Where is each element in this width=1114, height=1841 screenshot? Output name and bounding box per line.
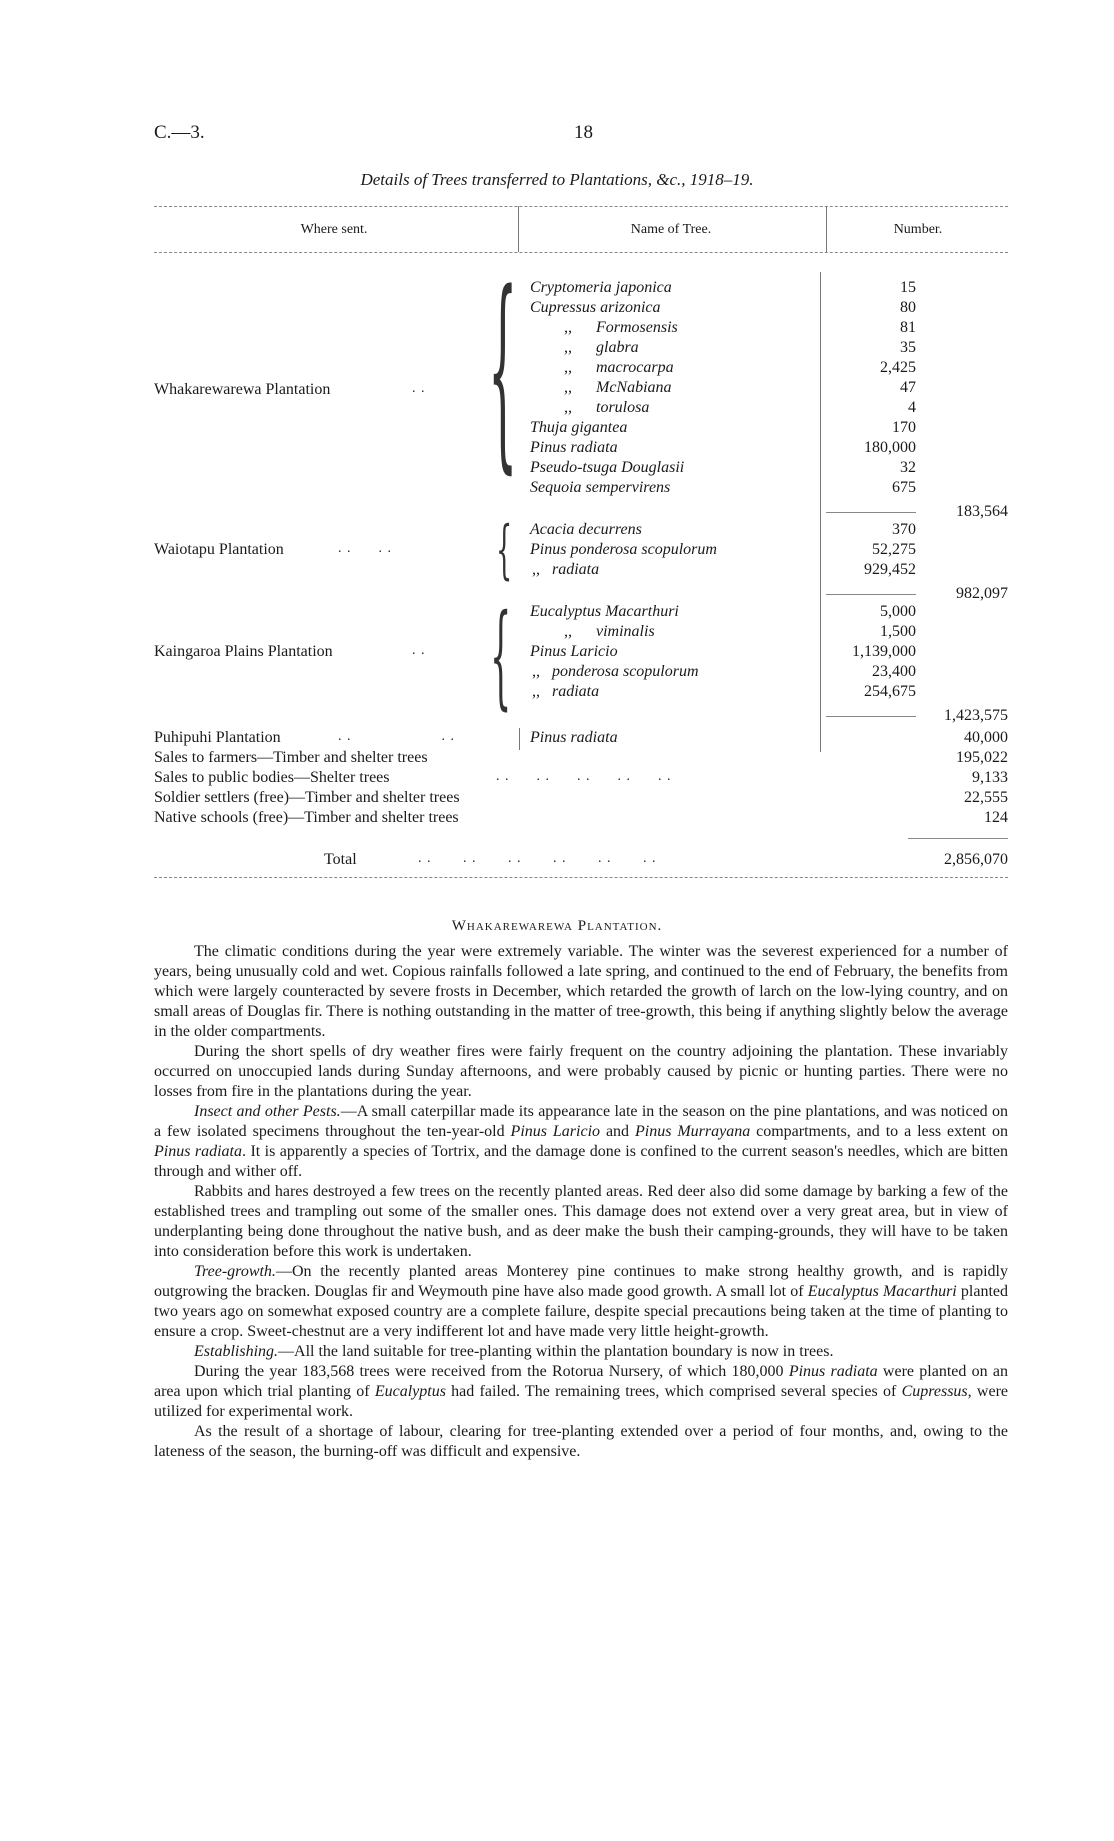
tree-name: ,, glabra [564,339,639,356]
tree-name: Acacia decurrens [530,521,642,538]
brace-whakarewarewa: { [488,247,518,492]
row-label-sales-farmers: Sales to farmers—Timber and shelter trees [154,749,428,766]
subtotal-whakarewarewa: 183,564 [956,503,1008,520]
tree-name: ,, McNabiana [564,379,672,396]
tree-number: 1,500 [880,623,916,640]
total-label: Total [324,851,357,868]
table-title: Details of Trees transferred to Plantations, &c., 1918–19. [360,170,754,189]
col-divider-2 [826,206,827,252]
paragraph [154,1102,1008,1182]
paragraph [154,1262,1008,1342]
tree-number: 675 [892,479,916,496]
tree-number: 32 [900,459,916,476]
text-run: Cupressus, [901,1383,972,1400]
text-run: were utilized for experimental work. [154,1383,1009,1420]
text-run: . It is apparently a species of Tortrix, and the damage done is confined to the current season's needles, which are bitten through and wither off. [154,1143,1009,1180]
subtotal-kaingaroa: 1,423,575 [944,707,1008,724]
paragraph-heading: Establishing. [194,1343,279,1360]
tree-number: 15 [900,279,916,296]
row-total: 9,133 [972,769,1008,786]
leader-dots: . . . . . . . . . . [496,769,672,784]
tree-name: Eucalyptus Macarthuri [530,603,679,620]
paragraph: Rabbits and hares destroyed a few trees on the recently planted areas. Red deer also did some damage by barking a few of the established trees and trampling out some of the smaller ones. This damage does not extend over a very great area, but in view of underplanting being done throughout the native bush, and as deer make the bush their camping-grounds, they will have to be taken into consideration before this work is undertaken. [154,1183,1008,1260]
label-text: Kaingaroa Plains Plantation [154,643,333,660]
tree-name: ,, ponderosa scopulorum [532,663,699,680]
tree-number: 81 [900,319,916,336]
tree-number: 254,675 [864,683,916,700]
table-top-rule [154,206,1008,207]
row-label-native-schools: Native schools (free)—Timber and shelter trees [154,809,459,826]
text-run: and [600,1123,635,1140]
tree-name: Pseudo-tsuga Douglasii [530,459,685,476]
text-run: Pinus Laricio [510,1123,601,1140]
row-total: 124 [984,809,1008,826]
text-run: were planted on an area upon which trial planting of [154,1363,1009,1400]
paragraph-heading: Insect and other Pests. [194,1103,341,1120]
tree-number: 2,425 [880,359,916,376]
subtotal-waiotapu: 982,097 [956,585,1008,602]
col-head-number: Number. [893,222,943,237]
paragraph-heading: Tree-growth. [194,1263,276,1280]
tree-name: Pinus Laricio [530,643,618,660]
tree-number: 180,000 [864,439,916,456]
tree-number: 52,275 [872,541,916,558]
brace-kaingaroa: { [490,591,512,721]
text-run: planted two years ago on somewhat exposed country are a complete failure, despite special precautions being taken at the time of planting to ensure a crop. Sweet-chestnut are a very indifferent lot and have made very little height-growth. [154,1283,1009,1340]
text-run: had failed. The remaining trees, which comprised several species of [445,1383,902,1400]
tree-number: 47 [900,379,916,396]
tree-name: Pinus radiata [530,439,618,456]
tree-col-divider-puhipuhi [519,728,520,750]
row-total: 195,022 [956,749,1008,766]
row-label-waiotapu [154,540,284,560]
tree-number: 1,139,000 [852,643,916,660]
tree-name: ,, Formosensis [564,319,678,336]
text-run: —A small caterpillar made its appearance late in the season on the pine plantations, and was noticed on a few isolated specimens throughout the ten-year-old [154,1103,1008,1140]
brace-waiotapu: { [496,513,513,587]
tree-number: 80 [900,299,916,316]
tree-name: Pinus ponderosa scopulorum [530,541,717,558]
section-heading: Whakarewarewa Plantation. [451,918,663,934]
tree-name: ,, macrocarpa [564,359,674,376]
tree-name: ,, viminalis [564,623,655,640]
text-run: Pinus radiata [154,1143,243,1160]
page-number: 18 [574,122,593,143]
tree-number: 5,000 [880,603,916,620]
leader-dots: . . [412,643,426,658]
text-run: Pinus radiata [788,1363,878,1380]
row-label-soldier-settlers: Soldier settlers (free)—Timber and shelter trees [154,789,460,806]
label-text: Whakarewarewa Plantation [154,381,331,398]
label-text: Waiotapu Plantation [154,541,284,558]
tree-name: Pinus radiata [530,729,618,746]
tree-number: 35 [900,339,916,356]
paragraph [154,1362,1008,1422]
text-run: Eucalyptus [374,1383,446,1400]
col-divider-1 [518,206,519,252]
tree-name: Sequoia sempervirens [530,479,671,496]
row-label-kaingaroa [154,642,333,662]
paragraph: The climatic conditions during the year were extremely variable. The winter was the severest experienced for a number of years, being unusually cold and wet. Copious rainfalls followed a late spring, and continued to the end of February, the benefits from which were largely counteracted by severe frosts in December, which retarded the growth of larch on the low-lying country, and on small areas of Douglas fir. There is nothing outstanding in the matter of tree-growth, this being if anything slightly below the average in the older compartments. [154,943,1008,1040]
tree-name: ,, radiata [532,683,600,700]
tree-number: 170 [892,419,916,436]
row-label-sales-public-bodies: Sales to public bodies—Shelter trees [154,769,390,786]
text-run: compartments, and to a less extent on [750,1123,1009,1140]
table-header-rule [154,252,1008,253]
leader-dots: . . . . [338,541,392,556]
tree-number: 370 [892,521,916,538]
row-total: 40,000 [964,729,1008,746]
paragraph: As the result of a shortage of labour, clearing for tree-planting extended over a period of four months, and, owing to the lateness of the season, the burning-off was difficult and expensive. [154,1423,1008,1460]
tree-number: 23,400 [872,663,916,680]
row-label-puhipuhi: Puhipuhi Plantation [154,729,281,746]
paragraph: During the short spells of dry weather fires were fairly frequent on the country adjoining the plantation. These invariably occurred on unoccupied lands during Sunday afternoons, and were probably caused by picnic or hunting parties. There were no losses from fire in the plantations during the year. [154,1043,1008,1100]
paragraph [154,1342,1008,1362]
col-head-where-sent: Where sent. [300,222,368,237]
text-run: —On the recently planted areas Monterey pine continues to make strong healthy growth, and is rapidly outgrowing the bracken. Douglas fir and Weymouth pine have also made good growth. A small lot of [154,1263,1008,1300]
total-rule [908,838,1008,839]
col-head-name-of-tree: Name of Tree. [630,222,712,237]
tree-name: ,, torulosa [564,399,650,416]
tree-number: 4 [908,399,916,416]
document-reference: C.—3. [154,122,205,143]
tree-name: ,, radiata [532,561,600,578]
row-label-whakarewarewa [154,380,330,400]
text-run: —All the land suitable for tree-planting within the plantation boundary is now in trees. [278,1343,834,1360]
leader-dots: . . . . [338,729,455,744]
text-run: Eucalyptus Macarthuri [807,1283,957,1300]
grand-total: 2,856,070 [944,851,1008,868]
section-body [154,942,1008,1462]
leader-dots: . . [412,381,426,396]
tree-number: 929,452 [864,561,916,578]
text-run: During the year 183,568 trees were received from the Rotorua Nursery, of which 180,000 [194,1363,789,1380]
row-total: 22,555 [964,789,1008,806]
tree-name: Thuja gigantea [530,419,628,436]
tree-name: Cupressus arizonica [530,299,661,316]
text-run: Pinus Murrayana [634,1123,751,1140]
table-bottom-rule [154,877,1008,878]
leader-dots: . . . . . . . . . . . . [418,851,657,866]
tree-name: Cryptomeria japonica [530,279,672,296]
